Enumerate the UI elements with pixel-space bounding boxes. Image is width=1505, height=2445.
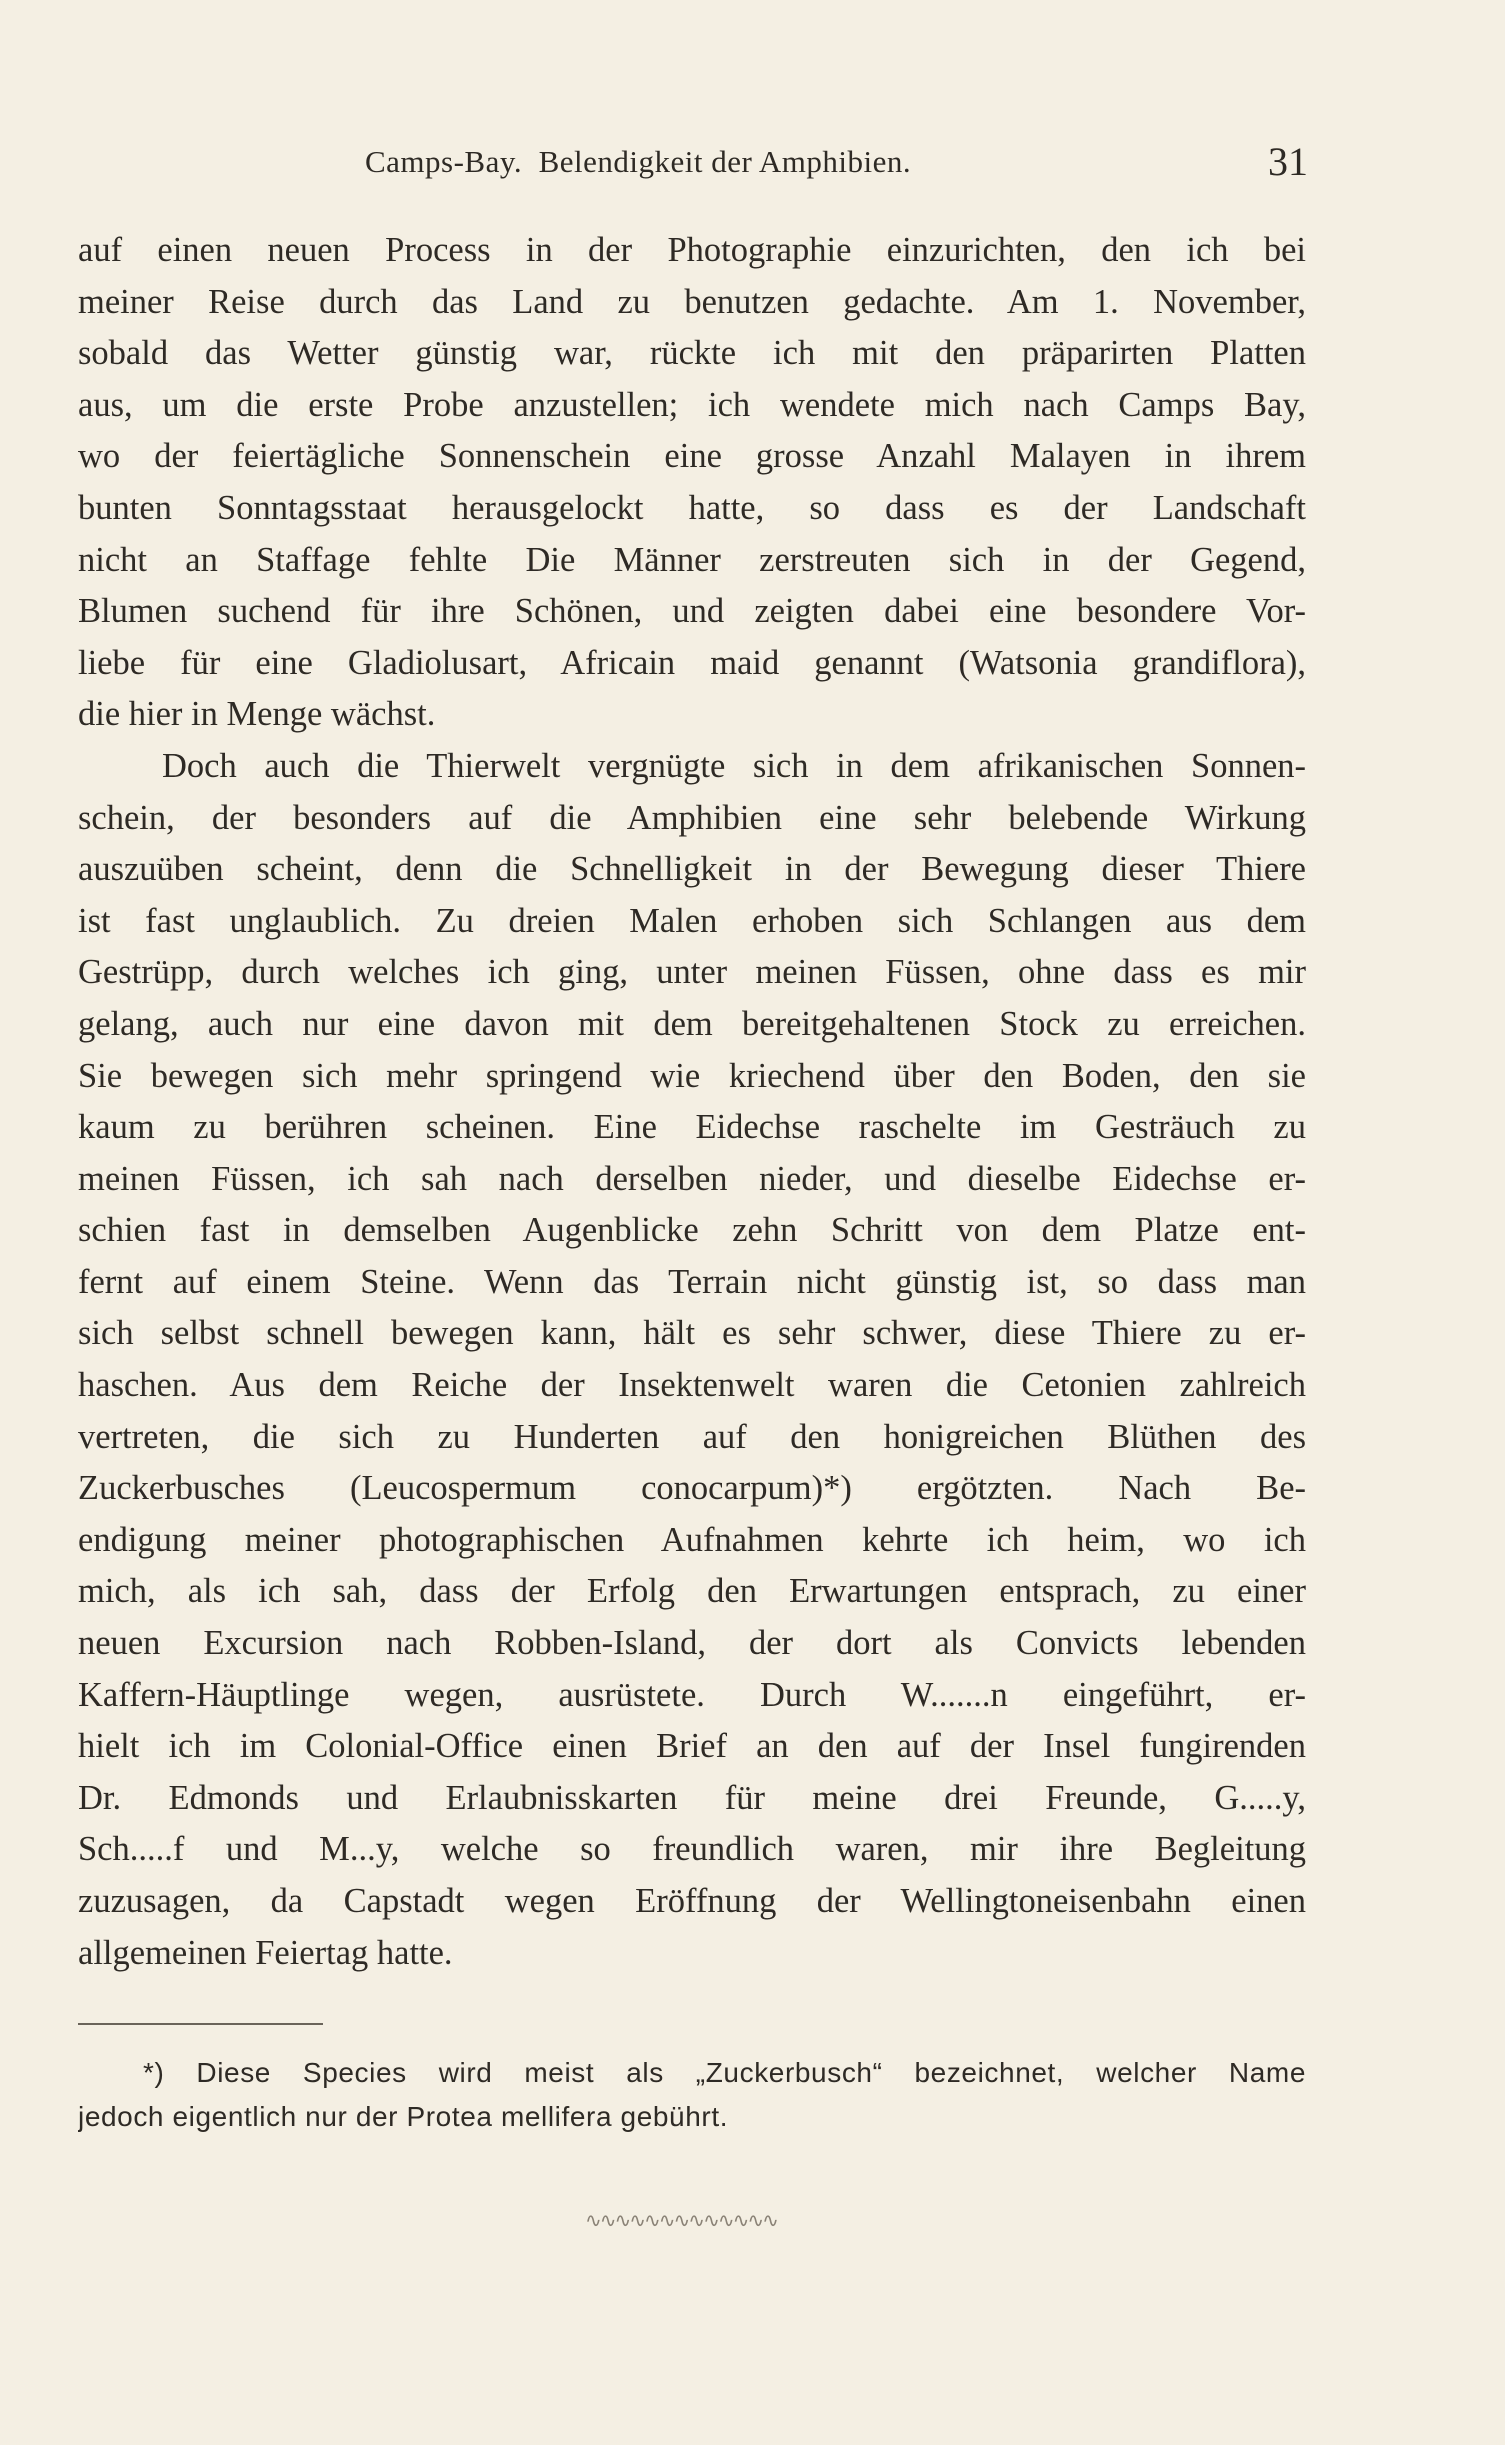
text-line: die hier in Menge wächst. (78, 695, 436, 734)
page-number: 31 (1268, 139, 1308, 184)
text-line: nicht an Staffage fehlte Die Männer zerstreuten sich in der Gegend, (78, 540, 1306, 579)
text-line: Doch auch die Thierwelt vergnügte sich in dem afrikanischen Sonnen- (162, 746, 1306, 785)
text-line: ist fast unglaublich. Zu dreien Malen erhoben sich Schlangen aus dem (78, 901, 1306, 940)
text-line: auszuüben scheint, denn die Schnelligkeit in der Bewegung dieser Thiere (78, 850, 1306, 889)
text-line: endigung meiner photographischen Aufnahmen kehrte ich heim, wo ich (78, 1520, 1306, 1559)
text-line: auf einen neuen Process in der Photographie einzurichten, den ich bei (78, 231, 1306, 269)
text-line: aus, um die erste Probe anzustellen; ich wendete mich nach Camps Bay, (78, 385, 1306, 424)
text-line: gelang, auch nur eine davon mit dem bereitgehaltenen Stock zu erreichen. (78, 1004, 1306, 1043)
text-line: Gestrüpp, durch welches ich ging, unter meinen Füssen, ohne dass es mir (78, 953, 1306, 992)
text-line: Sch.....f und M...y, welche so freundlich waren, mir ihre Begleitung (78, 1830, 1306, 1869)
running-title: Camps-Bay. Belendigkeit der Amphibien. (365, 144, 912, 179)
text-line: neuen Excursion nach Robben-Island, der dort als Convicts lebenden (78, 1624, 1306, 1663)
running-header (78, 138, 1308, 188)
text-line: fernt auf einem Steine. Wenn das Terrain nicht günstig ist, so dass man (78, 1262, 1306, 1301)
text-line: schien fast in demselben Augenblicke zehn Schritt von dem Platze ent- (78, 1211, 1306, 1250)
text-line: zuzusagen, da Capstadt wegen Eröffnung der Wellingtoneisenbahn einen (78, 1882, 1306, 1920)
text-line: liebe für eine Gladiolusart, Africain maid genannt (Watsonia grandiflora), (78, 643, 1306, 682)
text-line: sobald das Wetter günstig war, rückte ich mit den präparirten Platten (78, 334, 1306, 373)
text-line: Dr. Edmonds und Erlaubnisskarten für meine drei Freunde, G.....y, (78, 1778, 1306, 1817)
text-line: schein, der besonders auf die Amphibien eine sehr belebende Wirkung (78, 798, 1306, 837)
text-line: meiner Reise durch das Land zu benutzen gedachte. Am 1. November, (78, 282, 1306, 321)
body-text (78, 225, 1306, 1979)
text-line: hielt ich im Colonial-Office einen Brief an den auf der Insel fungirenden (78, 1727, 1306, 1766)
text-line: meinen Füssen, ich sah nach derselben nieder, und dieselbe Eidechse er- (78, 1159, 1306, 1198)
text-line: sich selbst schnell bewegen kann, hält es sehr schwer, diese Thiere zu er- (78, 1314, 1306, 1353)
footnote-divider (78, 2023, 323, 2025)
text-line: haschen. Aus dem Reiche der Insektenwelt waren die Cetonien zahlreich (78, 1366, 1306, 1405)
footnote (78, 2051, 1306, 2139)
text-line: bunten Sonntagsstaat herausgelockt hatte, so dass es der Landschaft (78, 488, 1306, 527)
text-line: allgemeinen Feiertag hatte. (78, 1933, 453, 1972)
text-line: kaum zu berühren scheinen. Eine Eidechse raschelte im Gesträuch zu (78, 1108, 1306, 1147)
wavy-ornament-icon: ∿∿∿∿∿∿∿∿∿∿∿∿∿ (585, 2210, 777, 2232)
text-line: Kaffern-Häuptlinge wegen, ausrüstete. Durch W.......n eingeführt, er- (78, 1675, 1306, 1714)
text-line: Zuckerbusches (Leucospermum conocarpum)*) ergötzten. Nach Be- (78, 1469, 1306, 1508)
footnote-line: jedoch eigentlich nur der Protea mellifera gebührt. (78, 2101, 729, 2132)
text-line: wo der feiertägliche Sonnenschein eine grosse Anzahl Malayen in ihrem (78, 437, 1306, 476)
text-line: Blumen suchend für ihre Schönen, und zeigten dabei eine besondere Vor- (78, 592, 1306, 631)
text-line: mich, als ich sah, dass der Erfolg den Erwartungen entsprach, zu einer (78, 1572, 1306, 1611)
text-line: vertreten, die sich zu Hunderten auf den honigreichen Blüthen des (78, 1417, 1306, 1456)
footnote-line: *) Diese Species wird meist als „Zuckerbusch“ bezeichnet, welcher Name (143, 2057, 1306, 2088)
text-line: Sie bewegen sich mehr springend wie kriechend über den Boden, den sie (78, 1056, 1306, 1095)
